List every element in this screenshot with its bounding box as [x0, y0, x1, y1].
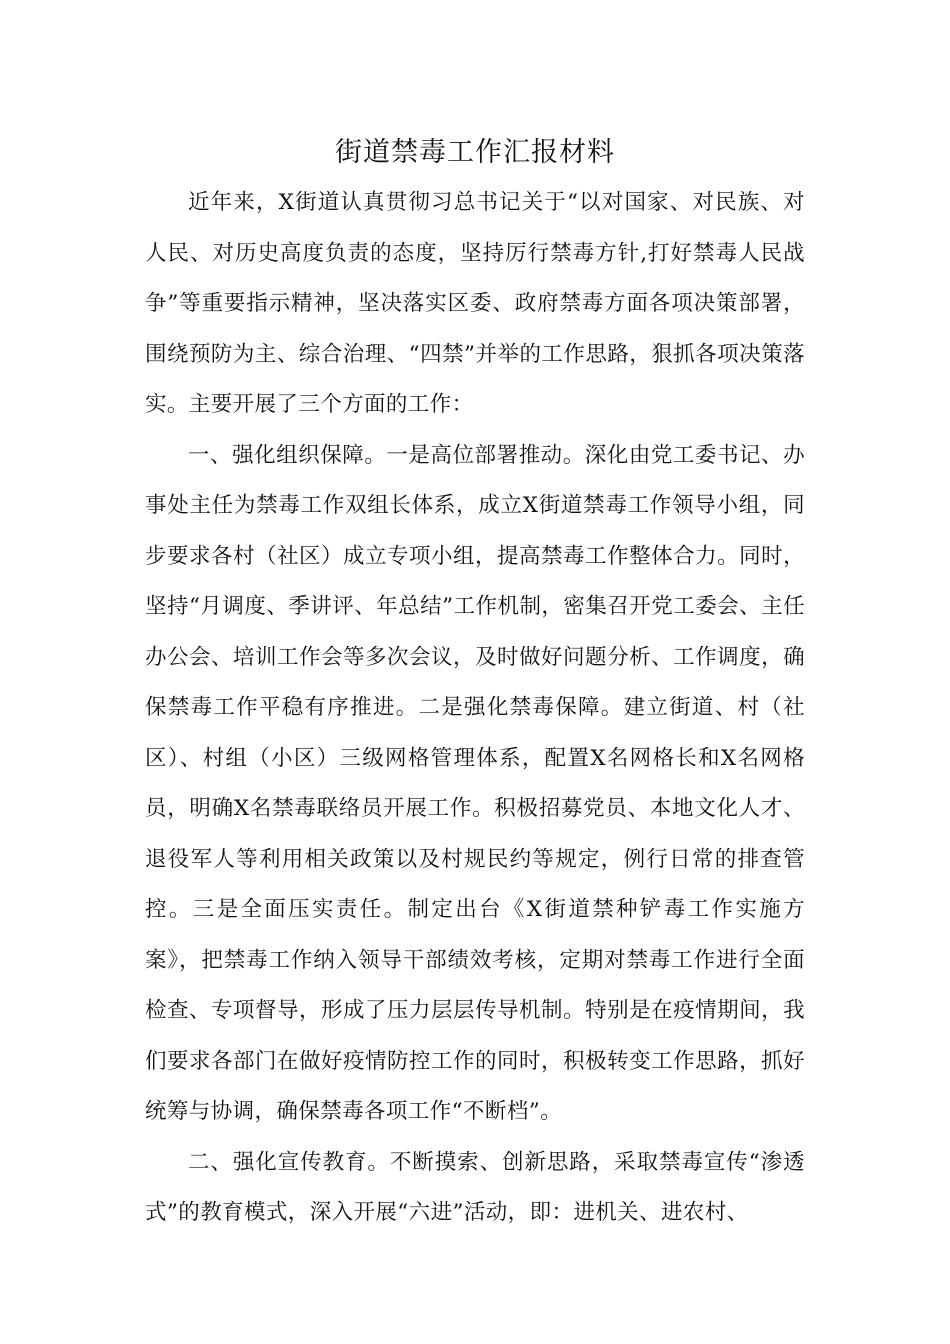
document-title: 街道禁毒工作汇报材料 [335, 137, 615, 168]
paragraph-organization: 一、强化组织保障。一是高位部署推动。深化由党工委书记、办事处主任为禁毒工作双组长体系，成立X街道禁毒工作领导小组，同步要求各村（社区）成立专项小组，提高禁毒工作整体合力。同时，坚持“月调度、季讲评、年总结”工作机制，密集召开党工委会、主任办公会、培训工作会等多次会议，及时做好问题分析、工作调度，确保禁毒工作平稳有序推进。二是强化禁毒保障。建立街道、村（社区）、村组（小区）三级网格管理体系，配置X名网格长和X名网格员，明确X名禁毒联络员开展工作。积极招募党员、本地文化人才、退役军人等利用相关政策以及村规民约等规定，例行日常的排查管控。三是全面压实责任。制定出台《X街道禁种铲毒工作实施方案》，把禁毒工作纳入领导干部绩效考核，定期对禁毒工作进行全面检查、专项督导，形成了压力层层传导机制。特别是在疫情期间，我们要求各部门在做好疫情防控工作的同时，积极转变工作思路，抓好统筹与协调，确保禁毒各项工作“不断档”。 [145, 442, 805, 1124]
paragraph-intro: 近年来，X街道认真贯彻习总书记关于“以对国家、对民族、对人民、对历史高度负责的态度，坚持厉行禁毒方针,打好禁毒人民战争”等重要指示精神，坚决落实区委、政府禁毒方面各项决策部署，围绕预防为主、综合治理、“四禁”并举的工作思路，狠抓各项决策落实。主要开展了三个方面的工作： [145, 190, 805, 417]
document-body [145, 178, 805, 1239]
paragraph-publicity: 二、强化宣传教育。不断摸索、创新思路，采取禁毒宣传“渗透式”的教育模式，深入开展“六进”活动，即：进机关、进农村、 [145, 1149, 805, 1225]
